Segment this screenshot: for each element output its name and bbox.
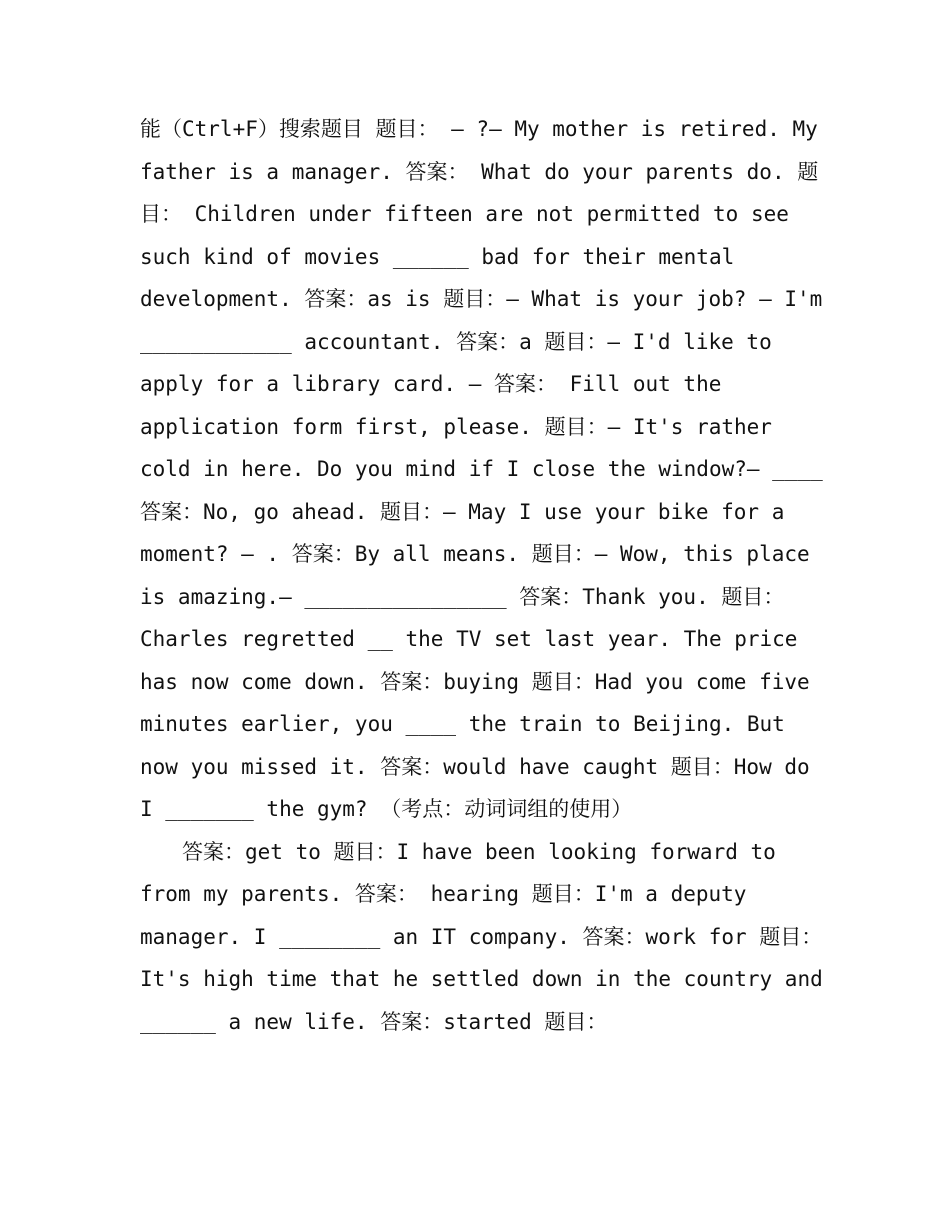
paragraph-questions-part-2: 答案：get to 题目：I have been looking forward to from my parents. 答案： hearing 题目：I'm a deputy manager. I ________ an IT company. 答案：work for 题目：It's high time that he settled down in the country and ______ a new life. 答案：started 题目：: [140, 839, 823, 1034]
document-body: [140, 108, 830, 1043]
paragraph-questions-part-1: 能（Ctrl+F）搜索题目 题目： — ?— My mother is retired. My father is a manager. 答案： What do your parents do. 题目： Children under fifteen are not permitted to see such kind of movies ______ bad for their mental development. 答案：as is 题目：— What is your job? — I'm ____________ accountant. 答案：a 题目：— I'd like to apply for a library card. — 答案： Fill out the application form first, please. 题目：— It's rather cold in here. Do you mind if I close the window?— ____ 答案：No, go ahead. 题目：— May I use your bike for a moment? — . 答案：By all means. 题目：— Wow, this place is amazing.— ________________ 答案：Thank you. 题目：Charles regretted __ the TV set last year. The price has now come down. 答案：buying 题目：Had you come five minutes earlier, you ____ the train to Beijing. But now you missed it. 答案：would have caught 题目：How do I _______ the gym? （考点：动词词组的使用）: [140, 117, 823, 821]
